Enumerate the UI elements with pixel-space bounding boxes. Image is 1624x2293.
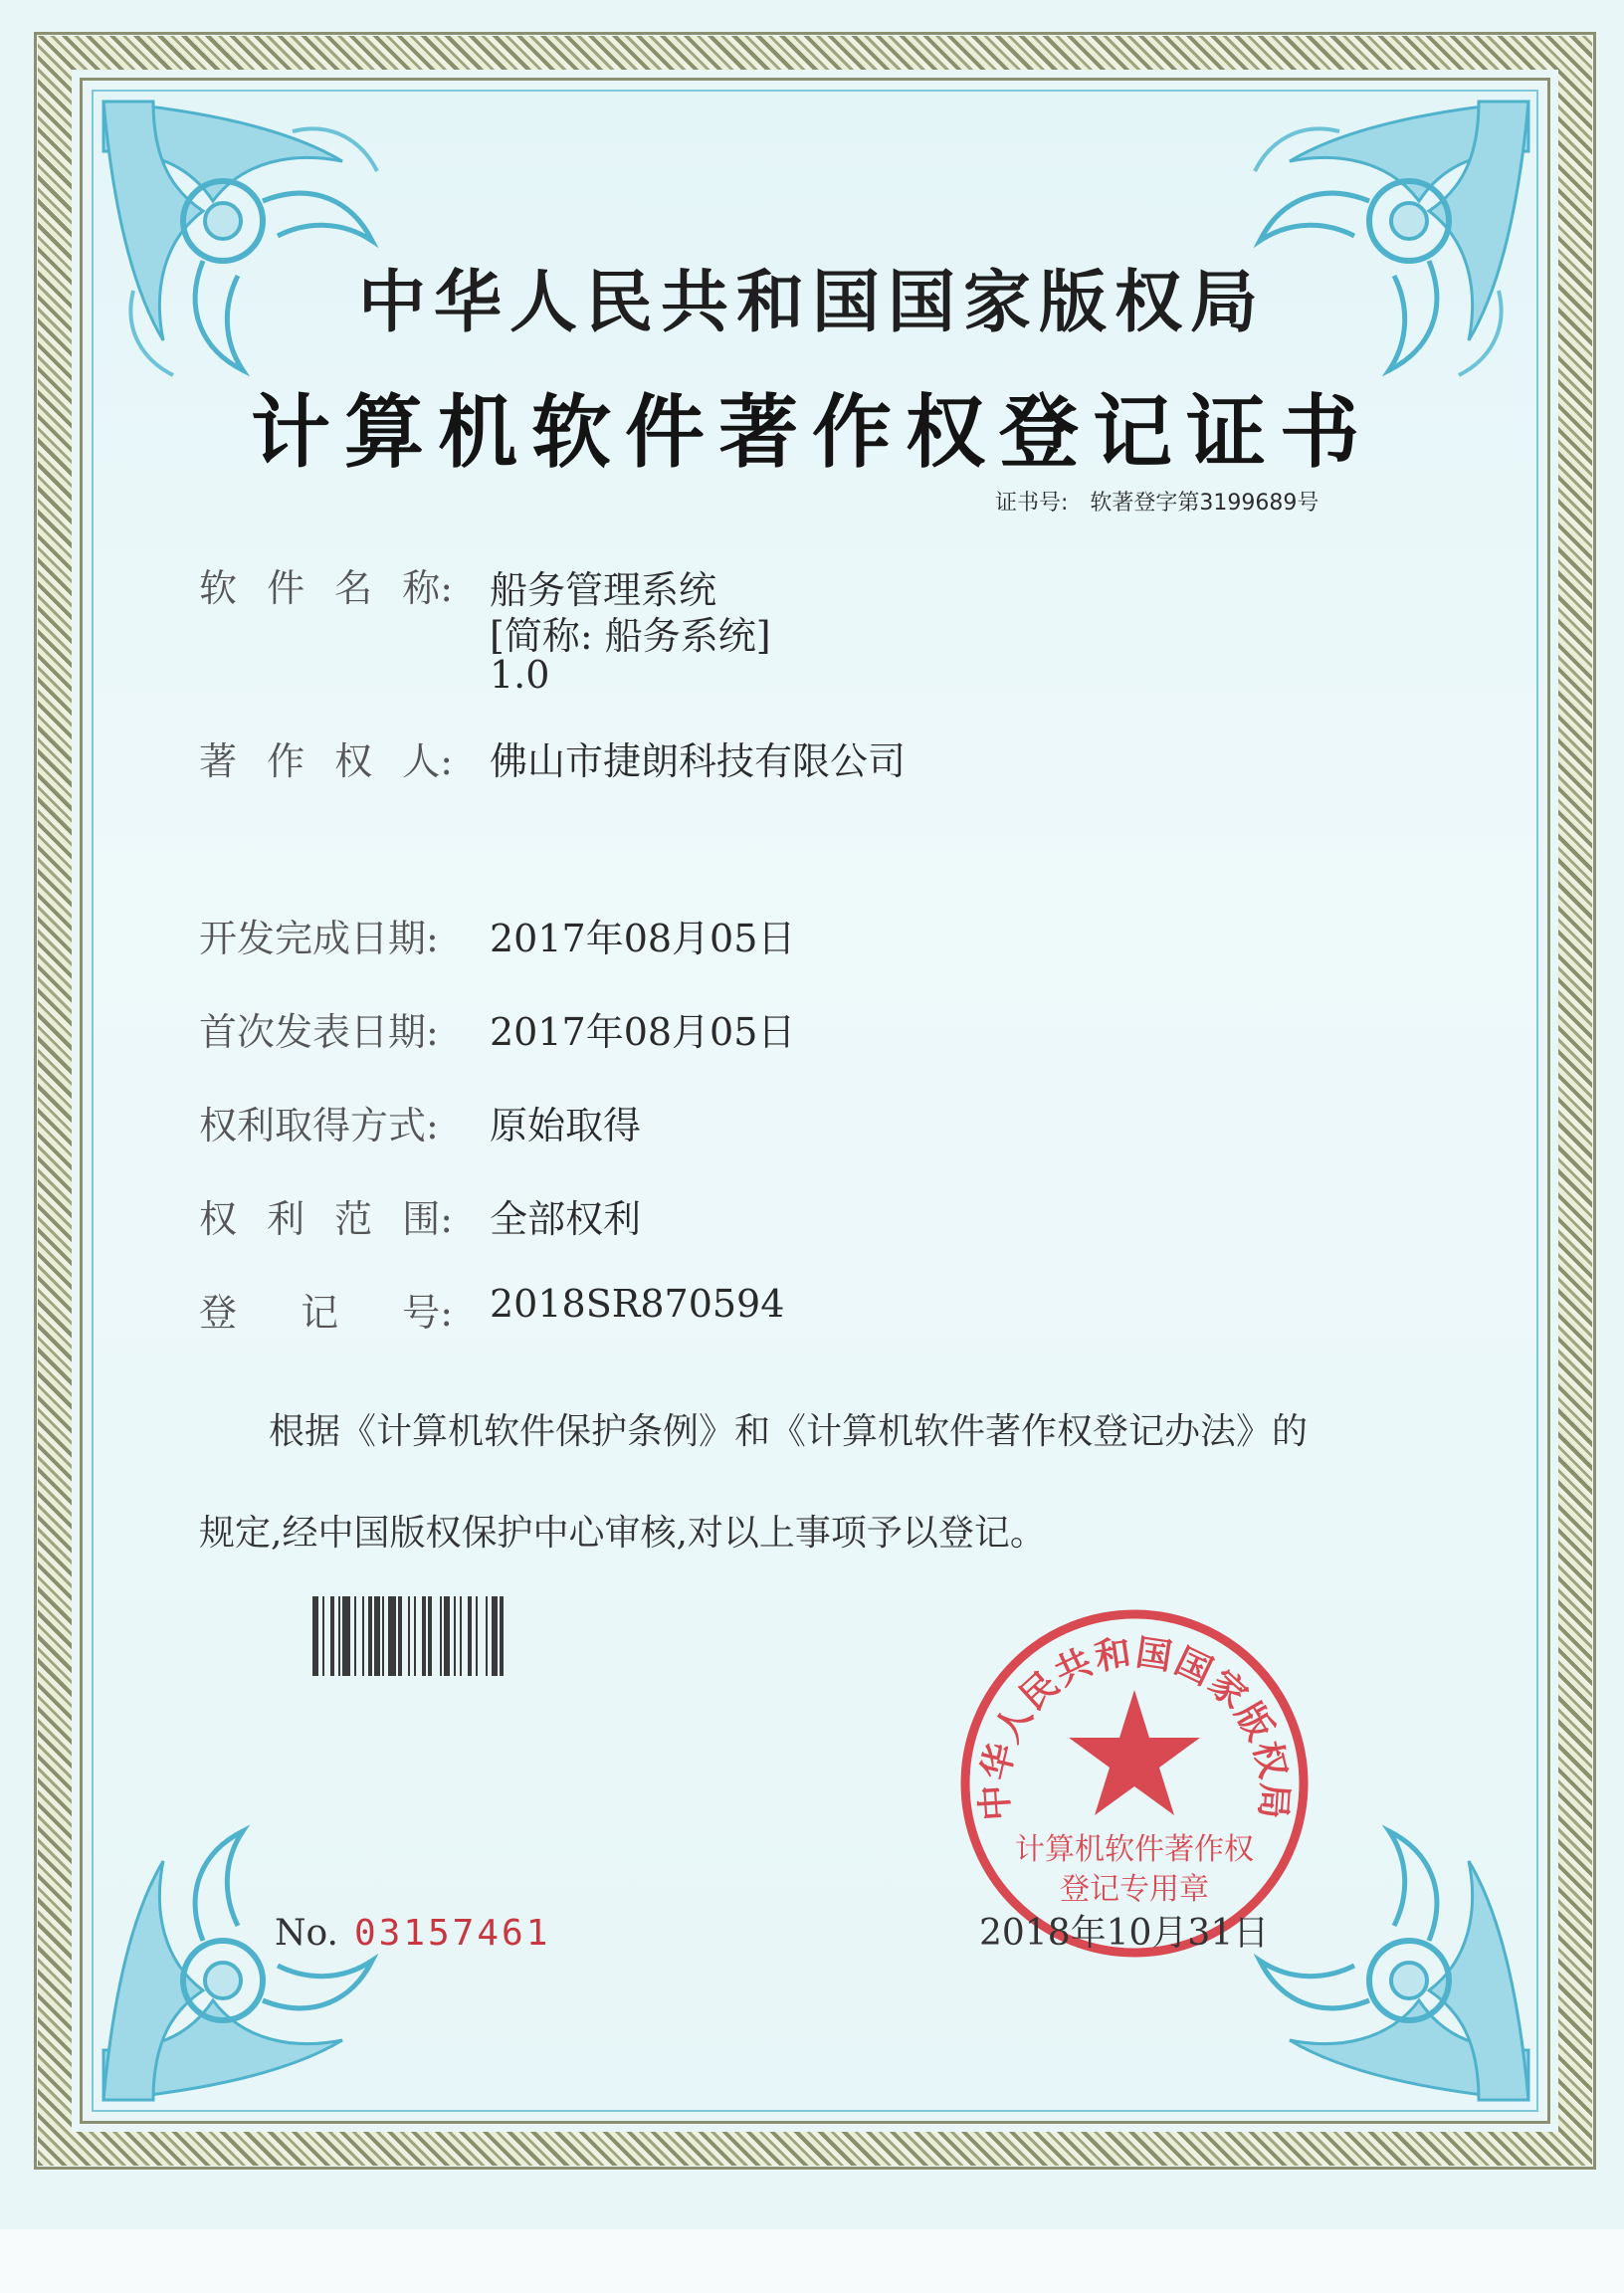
owner-name: 佛山市捷朗科技有限公司 [490, 739, 907, 783]
serial-number-label: No. [275, 1913, 338, 1954]
owner-label: 著 作 权 人: [199, 739, 453, 783]
dev-date-label: 开发完成日期: [199, 917, 439, 960]
barcode-stripe [388, 1596, 396, 1676]
software-short-name: [简称: 船务系统] [490, 614, 771, 658]
certificate-title: 计算机软件著作权登记证书 [251, 385, 1373, 479]
registration-number-label: 登 记 号: [199, 1291, 453, 1335]
rights-scope: 全部权利 [490, 1197, 642, 1241]
corner-ornament-top-left [94, 92, 392, 390]
statement-line-1: 根据《计算机软件保护条例》和《计算机软件著作权登记办法》的 [269, 1411, 1309, 1452]
issue-date: 2018年10月31日 [979, 1913, 1270, 1954]
acquisition-method: 原始取得 [490, 1104, 642, 1147]
barcode-stripe [342, 1596, 350, 1676]
certificate-number [995, 486, 1319, 517]
barcode-stripe [478, 1596, 486, 1676]
corner-ornament-top-right [1240, 92, 1538, 390]
barcode-stripe [504, 1596, 508, 1676]
serial-number-value: 03157461 [353, 1913, 551, 1954]
seal-line-1: 计算机软件著作权 [1015, 1832, 1254, 1867]
barcode-image [312, 1596, 541, 1676]
software-name-label: 软 件 名 称: [199, 566, 453, 610]
serial-number [275, 1913, 550, 1954]
dev-date: 2017年08月05日 [490, 917, 796, 960]
scope-label: 权 利 范 围: [199, 1197, 453, 1241]
pub-date: 2017年08月05日 [490, 1010, 796, 1054]
statement-line-2: 规定,经中国版权保护中心审核,对以上事项予以登记。 [199, 1513, 1046, 1554]
pub-date-label: 首次发表日期: [199, 1010, 439, 1054]
corner-ornament-bottom-left [94, 1811, 392, 2110]
acquisition-label: 权利取得方式: [199, 1104, 439, 1147]
software-version: 1.0 [490, 653, 550, 697]
seal-line-2: 登记专用章 [1060, 1872, 1209, 1907]
barcode-stripe [432, 1596, 440, 1676]
registration-number: 2018SR870594 [490, 1282, 785, 1326]
certificate-number-label: 证书号: [995, 491, 1069, 516]
issuing-authority: 中华人民共和国国家版权局 [357, 264, 1266, 342]
seal-ring-text: 中华人民共和国国家版权局 [974, 1632, 1295, 1822]
certificate-number-value: 软著登字第3199689号 [1090, 491, 1320, 516]
software-name: 船务管理系统 [490, 568, 717, 612]
